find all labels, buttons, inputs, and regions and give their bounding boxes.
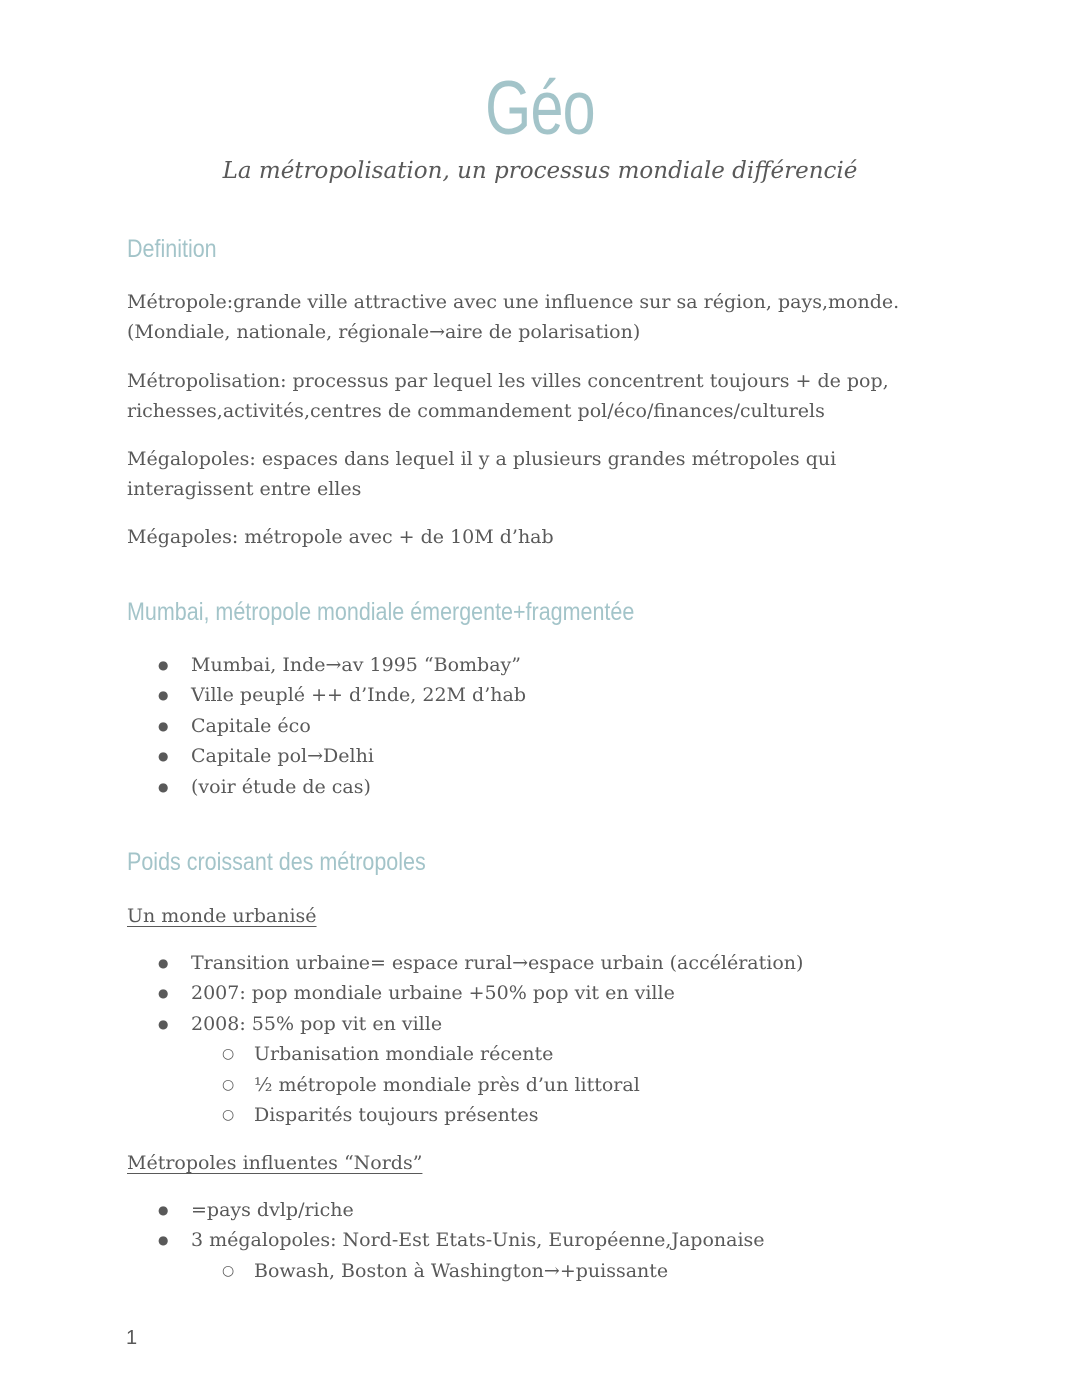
list-item: ● 2007: pop mondiale urbaine +50% pop vit en ville <box>127 978 803 1008</box>
page-title: Géo <box>485 66 595 151</box>
paragraph-megapoles: Mégapoles: métropole avec + de 10M d’hab <box>127 526 554 548</box>
page-number: 1 <box>126 1327 138 1349</box>
list-item: ● 3 mégalopoles: Nord-Est Etats-Unis, Européenne,Japonaise <box>127 1225 765 1255</box>
paragraph-metropole: Métropole:grande ville attractive avec une influence sur sa région, pays,monde. (Mondiale, nationale, régionale→aire de polarisation) <box>127 291 900 343</box>
sub-list-item: ○ Urbanisation mondiale récente <box>127 1039 803 1069</box>
subheading-metropoles-nords: Métropoles influentes “Nords” <box>127 1152 423 1174</box>
section-heading-mumbai: Mumbai, métropole mondiale émergente+fragmentée <box>127 598 635 626</box>
paragraph-metropolisation: Métropolisation: processus par lequel les villes concentrent toujours + de pop, richesses,activités,centres de commandement pol/éco/finances/culturels <box>127 370 889 422</box>
mumbai-list <box>127 650 526 802</box>
list-item: ● Mumbai, Inde→av 1995 “Bombay” <box>127 650 526 680</box>
list-item: ● Capitale éco <box>127 711 526 741</box>
list-item: ● (voir étude de cas) <box>127 772 526 802</box>
list-item: ● Capitale pol→Delhi <box>127 741 526 771</box>
section-heading-definition: Definition <box>127 235 217 263</box>
list-item: ● =pays dvlp/riche <box>127 1195 765 1225</box>
section-heading-poids: Poids croissant des métropoles <box>127 848 426 876</box>
paragraph-megalopoles: Mégalopoles: espaces dans lequel il y a plusieurs grandes métropoles qui interagissent entre elles <box>127 448 837 500</box>
sub-list-item: ○ Disparités toujours présentes <box>127 1100 803 1130</box>
metropoles-nords-list <box>127 1195 765 1286</box>
list-item: ● 2008: 55% pop vit en ville <box>127 1009 803 1039</box>
monde-urbanise-list <box>127 948 803 1130</box>
subheading-monde-urbanise: Un monde urbanisé <box>127 905 317 927</box>
sub-list-item: ○ Bowash, Boston à Washington→+puissante <box>127 1256 765 1286</box>
list-item: ● Ville peuplé ++ d’Inde, 22M d’hab <box>127 680 526 710</box>
sub-list-item: ○ ½ métropole mondiale près d’un littoral <box>127 1070 803 1100</box>
list-item: ● Transition urbaine= espace rural→espace urbain (accélération) <box>127 948 803 978</box>
page-subtitle: La métropolisation, un processus mondiale différencié <box>222 158 858 184</box>
